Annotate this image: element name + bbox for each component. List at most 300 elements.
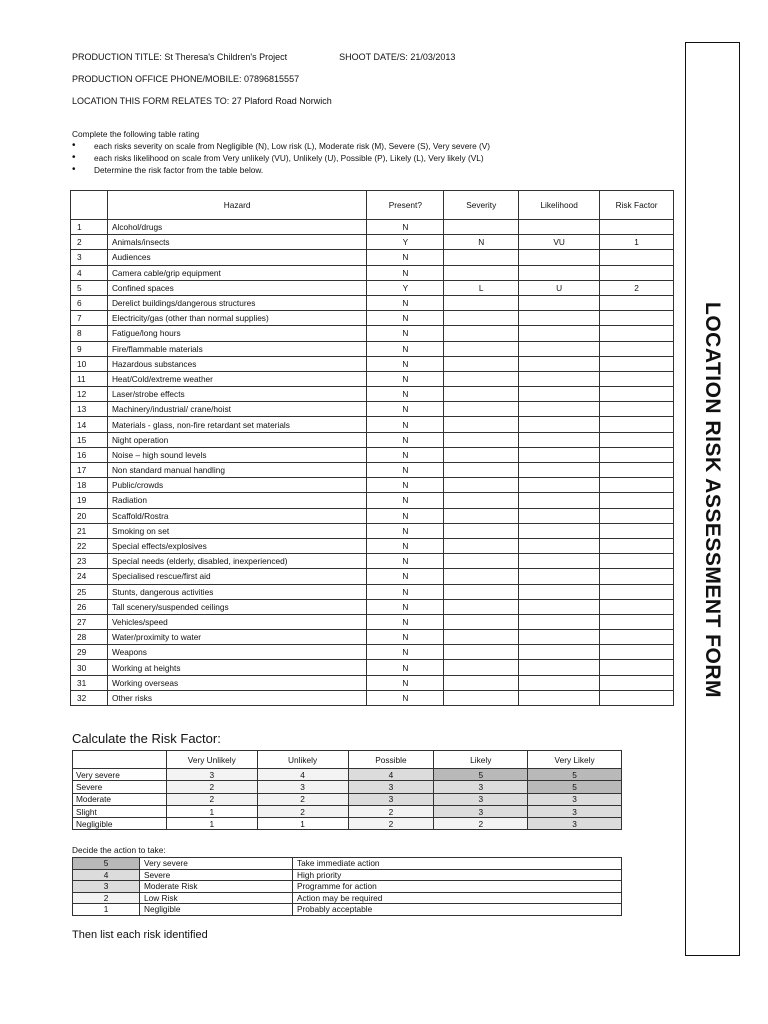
risk-factor-cell — [600, 523, 674, 538]
likelihood-cell — [519, 569, 600, 584]
likelihood-cell — [519, 493, 600, 508]
severity-cell — [444, 295, 519, 310]
risk-factor-cell — [600, 645, 674, 660]
action-row — [73, 904, 622, 916]
present-cell: N — [367, 569, 444, 584]
risk-factor-cell — [600, 584, 674, 599]
risk-factor-title: Calculate the Risk Factor: — [72, 731, 221, 746]
severity-cell: L — [444, 280, 519, 295]
matrix-cell: 2 — [434, 818, 528, 830]
hazard-number: 8 — [71, 326, 108, 341]
hazard-name: Fatigue/long hours — [107, 326, 366, 341]
severity-cell — [444, 690, 519, 705]
matrix-cell: 2 — [166, 793, 257, 805]
severity-cell — [444, 432, 519, 447]
hazard-number: 21 — [71, 523, 108, 538]
hazard-name: Tall scenery/suspended ceilings — [107, 599, 366, 614]
severity-cell — [444, 220, 519, 235]
hazard-number: 4 — [71, 265, 108, 280]
matrix-row — [73, 805, 622, 817]
likelihood-cell — [519, 538, 600, 553]
table-row — [71, 675, 674, 690]
hazard-number: 28 — [71, 630, 108, 645]
hazard-number: 5 — [71, 280, 108, 295]
table-row — [71, 402, 674, 417]
present-cell: N — [367, 493, 444, 508]
likelihood-cell — [519, 523, 600, 538]
matrix-row-label: Severe — [73, 781, 167, 793]
present-cell: N — [367, 326, 444, 341]
likelihood-cell — [519, 417, 600, 432]
likelihood-cell — [519, 432, 600, 447]
present-cell: N — [367, 614, 444, 629]
table-row — [71, 614, 674, 629]
likelihood-cell — [519, 341, 600, 356]
hazard-number: 13 — [71, 402, 108, 417]
hazard-col-header — [71, 191, 108, 220]
action-number: 4 — [73, 869, 140, 881]
matrix-cell: 5 — [528, 781, 622, 793]
hazard-col-header: Hazard — [107, 191, 366, 220]
action-level: Severe — [140, 869, 293, 881]
hazard-col-header: Likelihood — [519, 191, 600, 220]
table-row — [71, 371, 674, 386]
hazard-name: Night operation — [107, 432, 366, 447]
matrix-cell: 5 — [528, 769, 622, 781]
risk-factor-cell — [600, 554, 674, 569]
severity-cell — [444, 630, 519, 645]
severity-cell — [444, 538, 519, 553]
table-row — [71, 660, 674, 675]
present-cell: N — [367, 599, 444, 614]
hazard-name: Special effects/explosives — [107, 538, 366, 553]
matrix-row-label: Negligible — [73, 818, 167, 830]
matrix-cell: 3 — [528, 793, 622, 805]
likelihood-cell — [519, 250, 600, 265]
matrix-cell: 3 — [257, 781, 348, 793]
hazard-table — [70, 190, 674, 706]
severity-cell: N — [444, 235, 519, 250]
risk-factor-cell — [600, 295, 674, 310]
matrix-cell: 3 — [528, 805, 622, 817]
likelihood-cell — [519, 295, 600, 310]
risk-factor-cell — [600, 660, 674, 675]
table-row — [71, 447, 674, 462]
likelihood-cell — [519, 371, 600, 386]
table-row — [71, 690, 674, 705]
matrix-body — [73, 769, 622, 830]
table-row — [71, 280, 674, 295]
hazard-name: Working at heights — [107, 660, 366, 675]
likelihood-cell — [519, 402, 600, 417]
hazard-number: 19 — [71, 493, 108, 508]
matrix-cell: 3 — [348, 781, 434, 793]
present-cell: N — [367, 584, 444, 599]
risk-factor-cell — [600, 630, 674, 645]
table-row — [71, 356, 674, 371]
likelihood-cell — [519, 599, 600, 614]
severity-cell — [444, 447, 519, 462]
hazard-name: Specialised rescue/first aid — [107, 569, 366, 584]
severity-cell — [444, 599, 519, 614]
table-row — [71, 265, 674, 280]
action-level: Negligible — [140, 904, 293, 916]
hazard-name: Stunts, dangerous activities — [107, 584, 366, 599]
risk-factor-cell — [600, 447, 674, 462]
risk-factor-cell — [600, 599, 674, 614]
risk-factor-cell — [600, 614, 674, 629]
table-row — [71, 295, 674, 310]
present-cell: N — [367, 371, 444, 386]
likelihood-cell — [519, 554, 600, 569]
likelihood-cell — [519, 675, 600, 690]
likelihood-cell — [519, 660, 600, 675]
present-cell: N — [367, 690, 444, 705]
hazard-number: 12 — [71, 387, 108, 402]
hazard-name: Public/crowds — [107, 478, 366, 493]
action-number: 1 — [73, 904, 140, 916]
likelihood-cell: VU — [519, 235, 600, 250]
form-title: LOCATION RISK ASSESSMENT FORM — [701, 301, 724, 698]
hazard-number: 24 — [71, 569, 108, 584]
table-row — [71, 387, 674, 402]
hazard-name: Derelict buildings/dangerous structures — [107, 295, 366, 310]
table-row — [71, 235, 674, 250]
hazard-number: 30 — [71, 660, 108, 675]
action-level: Low Risk — [140, 892, 293, 904]
instructions-list — [72, 140, 490, 176]
risk-factor-cell — [600, 326, 674, 341]
table-row — [71, 341, 674, 356]
action-text: Probably acceptable — [293, 904, 622, 916]
instructions — [72, 128, 490, 176]
risk-factor-cell — [600, 538, 674, 553]
likelihood-cell — [519, 311, 600, 326]
hazard-name: Non standard manual handling — [107, 463, 366, 478]
severity-cell — [444, 356, 519, 371]
present-cell: N — [367, 250, 444, 265]
action-level: Very severe — [140, 858, 293, 870]
risk-factor-cell — [600, 220, 674, 235]
matrix-row-label: Very severe — [73, 769, 167, 781]
action-number: 5 — [73, 858, 140, 870]
hazard-number: 1 — [71, 220, 108, 235]
hazard-number: 16 — [71, 447, 108, 462]
hazard-col-header: Risk Factor — [600, 191, 674, 220]
matrix-row — [73, 793, 622, 805]
severity-cell — [444, 402, 519, 417]
table-row — [71, 250, 674, 265]
present-cell: N — [367, 660, 444, 675]
hazard-number: 2 — [71, 235, 108, 250]
table-row — [71, 463, 674, 478]
table-row — [71, 554, 674, 569]
present-cell: N — [367, 432, 444, 447]
hazard-number: 25 — [71, 584, 108, 599]
severity-cell — [444, 311, 519, 326]
severity-cell — [444, 584, 519, 599]
present-cell: Y — [367, 235, 444, 250]
instruction-item: • Determine the risk factor from the table below. — [72, 164, 490, 176]
matrix-cell: 3 — [528, 818, 622, 830]
production-title: PRODUCTION TITLE: St Theresa's Children's Project — [72, 52, 288, 62]
hazard-name: Working overseas — [107, 675, 366, 690]
table-row — [71, 478, 674, 493]
hazard-name: Materials - glass, non-fire retardant set materials — [107, 417, 366, 432]
table-row — [71, 432, 674, 447]
risk-factor-cell — [600, 341, 674, 356]
risk-factor-cell — [600, 508, 674, 523]
risk-factor-matrix — [72, 750, 622, 830]
severity-cell — [444, 371, 519, 386]
hazard-number: 27 — [71, 614, 108, 629]
table-row — [71, 538, 674, 553]
present-cell: Y — [367, 280, 444, 295]
hazard-table-body — [71, 220, 674, 706]
matrix-cell: 3 — [434, 805, 528, 817]
location-line: LOCATION THIS FORM RELATES TO: 27 Plaford Road Norwich — [72, 96, 332, 106]
office-phone: PRODUCTION OFFICE PHONE/MOBILE: 07896815557 — [72, 74, 300, 84]
present-cell: N — [367, 265, 444, 280]
hazard-name: Electricity/gas (other than normal supplies) — [107, 311, 366, 326]
severity-cell — [444, 645, 519, 660]
severity-cell — [444, 417, 519, 432]
action-row — [73, 881, 622, 893]
present-cell: N — [367, 356, 444, 371]
likelihood-cell — [519, 645, 600, 660]
hazard-number: 9 — [71, 341, 108, 356]
severity-cell — [444, 493, 519, 508]
severity-cell — [444, 554, 519, 569]
severity-cell — [444, 326, 519, 341]
present-cell: N — [367, 387, 444, 402]
matrix-col-header: Likely — [434, 751, 528, 769]
hazard-number: 26 — [71, 599, 108, 614]
production-header-line — [72, 52, 455, 62]
hazard-number: 6 — [71, 295, 108, 310]
hazard-number: 3 — [71, 250, 108, 265]
severity-cell — [444, 508, 519, 523]
action-row — [73, 869, 622, 881]
hazard-number: 15 — [71, 432, 108, 447]
likelihood-cell — [519, 584, 600, 599]
present-cell: N — [367, 447, 444, 462]
present-cell: N — [367, 645, 444, 660]
table-row — [71, 599, 674, 614]
action-table — [72, 857, 622, 916]
risk-factor-cell — [600, 402, 674, 417]
matrix-col-header: Very Unlikely — [166, 751, 257, 769]
hazard-name: Camera cable/grip equipment — [107, 265, 366, 280]
matrix-cell: 2 — [166, 781, 257, 793]
table-row — [71, 417, 674, 432]
matrix-cell: 5 — [434, 769, 528, 781]
hazard-number: 10 — [71, 356, 108, 371]
matrix-row — [73, 781, 622, 793]
table-row — [71, 645, 674, 660]
present-cell: N — [367, 538, 444, 553]
action-level: Moderate Risk — [140, 881, 293, 893]
risk-factor-cell — [600, 356, 674, 371]
present-cell: N — [367, 554, 444, 569]
severity-cell — [444, 614, 519, 629]
likelihood-cell: U — [519, 280, 600, 295]
hazard-number: 31 — [71, 675, 108, 690]
severity-cell — [444, 675, 519, 690]
risk-factor-cell — [600, 417, 674, 432]
hazard-col-header: Present? — [367, 191, 444, 220]
matrix-row — [73, 769, 622, 781]
present-cell: N — [367, 311, 444, 326]
hazard-name: Machinery/industrial/ crane/hoist — [107, 402, 366, 417]
action-row — [73, 892, 622, 904]
hazard-name: Animals/insects — [107, 235, 366, 250]
matrix-cell: 3 — [434, 793, 528, 805]
table-row — [71, 584, 674, 599]
present-cell: N — [367, 508, 444, 523]
action-number: 2 — [73, 892, 140, 904]
hazard-name: Scaffold/Rostra — [107, 508, 366, 523]
matrix-cell: 2 — [348, 818, 434, 830]
risk-factor-cell — [600, 493, 674, 508]
matrix-header — [73, 751, 622, 769]
matrix-col-header — [73, 751, 167, 769]
likelihood-cell — [519, 630, 600, 645]
likelihood-cell — [519, 463, 600, 478]
table-row — [71, 326, 674, 341]
action-title: Decide the action to take: — [72, 845, 166, 855]
matrix-cell: 3 — [434, 781, 528, 793]
matrix-col-header: Unlikely — [257, 751, 348, 769]
risk-factor-cell — [600, 690, 674, 705]
table-row — [71, 630, 674, 645]
risk-factor-cell: 2 — [600, 280, 674, 295]
hazard-number: 17 — [71, 463, 108, 478]
risk-factor-cell: 1 — [600, 235, 674, 250]
risk-factor-cell — [600, 265, 674, 280]
risk-list-prompt: Then list each risk identified — [72, 929, 208, 941]
matrix-row-label: Slight — [73, 805, 167, 817]
matrix-cell: 4 — [257, 769, 348, 781]
risk-factor-cell — [600, 250, 674, 265]
likelihood-cell — [519, 220, 600, 235]
hazard-name: Fire/flammable materials — [107, 341, 366, 356]
hazard-number: 29 — [71, 645, 108, 660]
hazard-name: Weapons — [107, 645, 366, 660]
severity-cell — [444, 250, 519, 265]
present-cell: N — [367, 478, 444, 493]
hazard-name: Audiences — [107, 250, 366, 265]
present-cell: N — [367, 220, 444, 235]
hazard-number: 18 — [71, 478, 108, 493]
hazard-name: Other risks — [107, 690, 366, 705]
hazard-number: 14 — [71, 417, 108, 432]
severity-cell — [444, 523, 519, 538]
risk-factor-cell — [600, 311, 674, 326]
matrix-cell: 3 — [166, 769, 257, 781]
risk-factor-cell — [600, 371, 674, 386]
table-row — [71, 493, 674, 508]
risk-factor-cell — [600, 432, 674, 447]
matrix-row-label: Moderate — [73, 793, 167, 805]
table-row — [71, 508, 674, 523]
matrix-cell: 2 — [348, 805, 434, 817]
hazard-name: Noise – high sound levels — [107, 447, 366, 462]
hazard-name: Hazardous substances — [107, 356, 366, 371]
instructions-lead: Complete the following table rating — [72, 129, 200, 139]
hazard-number: 20 — [71, 508, 108, 523]
present-cell: N — [367, 630, 444, 645]
shoot-dates: SHOOT DATE/S: 21/03/2013 — [339, 52, 456, 62]
action-text: High priority — [293, 869, 622, 881]
likelihood-cell — [519, 265, 600, 280]
likelihood-cell — [519, 614, 600, 629]
matrix-cell: 1 — [166, 818, 257, 830]
severity-cell — [444, 387, 519, 402]
severity-cell — [444, 660, 519, 675]
matrix-row — [73, 818, 622, 830]
likelihood-cell — [519, 326, 600, 341]
present-cell: N — [367, 417, 444, 432]
action-text: Take immediate action — [293, 858, 622, 870]
risk-factor-cell — [600, 478, 674, 493]
present-cell: N — [367, 523, 444, 538]
likelihood-cell — [519, 478, 600, 493]
instruction-item: • each risks severity on scale from Negligible (N), Low risk (L), Moderate risk (M), Severe (S), Very severe (V) — [72, 140, 490, 152]
present-cell: N — [367, 341, 444, 356]
likelihood-cell — [519, 508, 600, 523]
likelihood-cell — [519, 690, 600, 705]
severity-cell — [444, 569, 519, 584]
hazard-name: Special needs (elderly, disabled, inexperienced) — [107, 554, 366, 569]
likelihood-cell — [519, 447, 600, 462]
severity-cell — [444, 463, 519, 478]
action-table-body — [73, 858, 622, 916]
severity-cell — [444, 341, 519, 356]
severity-cell — [444, 478, 519, 493]
action-text: Action may be required — [293, 892, 622, 904]
likelihood-cell — [519, 356, 600, 371]
matrix-cell: 2 — [257, 805, 348, 817]
hazard-name: Alcohol/drugs — [107, 220, 366, 235]
hazard-number: 22 — [71, 538, 108, 553]
hazard-name: Smoking on set — [107, 523, 366, 538]
hazard-name: Water/proximity to water — [107, 630, 366, 645]
hazard-number: 7 — [71, 311, 108, 326]
instruction-item: • each risks likelihood on scale from Very unlikely (VU), Unlikely (U), Possible (P), Likely (L), Very likely (VL) — [72, 152, 490, 164]
matrix-col-header: Very Likely — [528, 751, 622, 769]
risk-factor-cell — [600, 387, 674, 402]
hazard-name: Radiation — [107, 493, 366, 508]
action-number: 3 — [73, 881, 140, 893]
table-row — [71, 311, 674, 326]
hazard-table-header — [71, 191, 674, 220]
risk-factor-cell — [600, 569, 674, 584]
risk-factor-cell — [600, 675, 674, 690]
hazard-number: 11 — [71, 371, 108, 386]
hazard-name: Vehicles/speed — [107, 614, 366, 629]
hazard-name: Laser/strobe effects — [107, 387, 366, 402]
present-cell: N — [367, 402, 444, 417]
hazard-number: 23 — [71, 554, 108, 569]
matrix-cell: 2 — [257, 793, 348, 805]
matrix-cell: 1 — [257, 818, 348, 830]
matrix-col-header: Possible — [348, 751, 434, 769]
present-cell: N — [367, 675, 444, 690]
matrix-cell: 4 — [348, 769, 434, 781]
action-text: Programme for action — [293, 881, 622, 893]
hazard-name: Heat/Cold/extreme weather — [107, 371, 366, 386]
